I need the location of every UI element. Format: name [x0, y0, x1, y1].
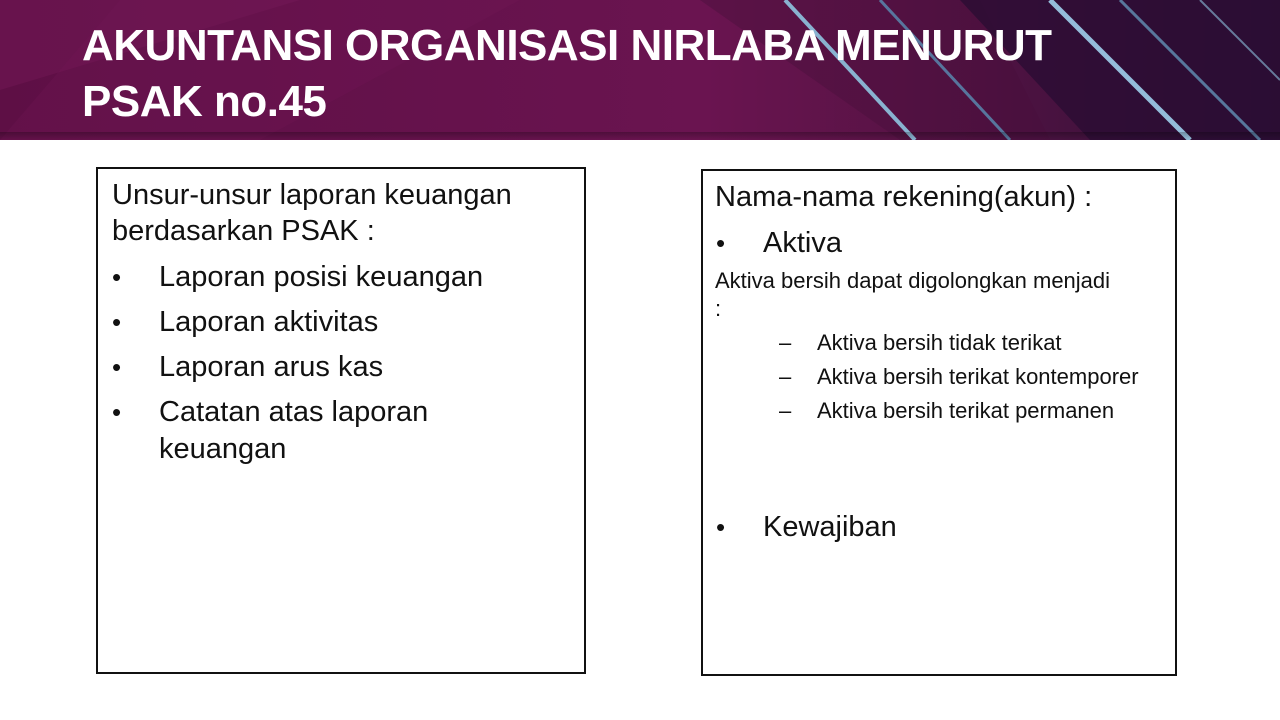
right-heading-text: Nama-nama rekening(akun) : [715, 181, 1093, 213]
bullet-icon: • [112, 397, 122, 427]
dash-icon: – [779, 398, 792, 423]
list-item [779, 396, 1167, 425]
kewajiban-label: Kewajiban [763, 511, 897, 543]
bullet-icon: • [716, 512, 726, 542]
list-item-text: Catatan atas laporan keuangan [159, 396, 429, 465]
list-item-text: Laporan posisi keuangan [159, 261, 484, 293]
list-item-text: Aktiva bersih terikat permanen [817, 398, 1115, 423]
bullet-icon: • [112, 307, 122, 337]
list-item [716, 509, 1143, 546]
list-item-text: Laporan aktivitas [159, 306, 379, 338]
financial-report-list [112, 259, 559, 476]
header-shadow [0, 132, 1280, 140]
dash-icon: – [779, 364, 792, 389]
list-item [779, 328, 1167, 357]
list-item-text: Laporan arus kas [159, 351, 384, 383]
aktiva-note: Aktiva bersih dapat digolongkan menjadi : [715, 268, 1111, 321]
right-content-box [701, 169, 1177, 676]
list-item-text: Aktiva bersih terikat kontemporer [817, 364, 1139, 389]
left-intro-text: Unsur-unsur laporan keuangan berdasarkan PSAK : [112, 179, 512, 247]
left-content-box [96, 167, 586, 674]
list-item [779, 362, 1167, 391]
bullet-icon: • [112, 352, 122, 382]
list-item-text: Aktiva bersih tidak terikat [817, 330, 1062, 355]
dash-icon: – [779, 330, 792, 355]
slide-header [0, 0, 1280, 140]
bullet-icon: • [112, 262, 122, 292]
kewajiban-bullet [716, 509, 1143, 546]
list-item [112, 259, 559, 296]
aktiva-bullet [716, 225, 1143, 262]
list-item [112, 304, 559, 341]
list-item [112, 394, 559, 468]
aktiva-label: Aktiva [763, 227, 842, 259]
slide-title: AKUNTANSI ORGANISASI NIRLABA MENURUT PSAK no.45 [82, 21, 1052, 126]
list-item [716, 225, 1143, 262]
bullet-icon: • [716, 228, 726, 258]
aktiva-sublist [779, 328, 1167, 430]
list-item [112, 349, 559, 386]
